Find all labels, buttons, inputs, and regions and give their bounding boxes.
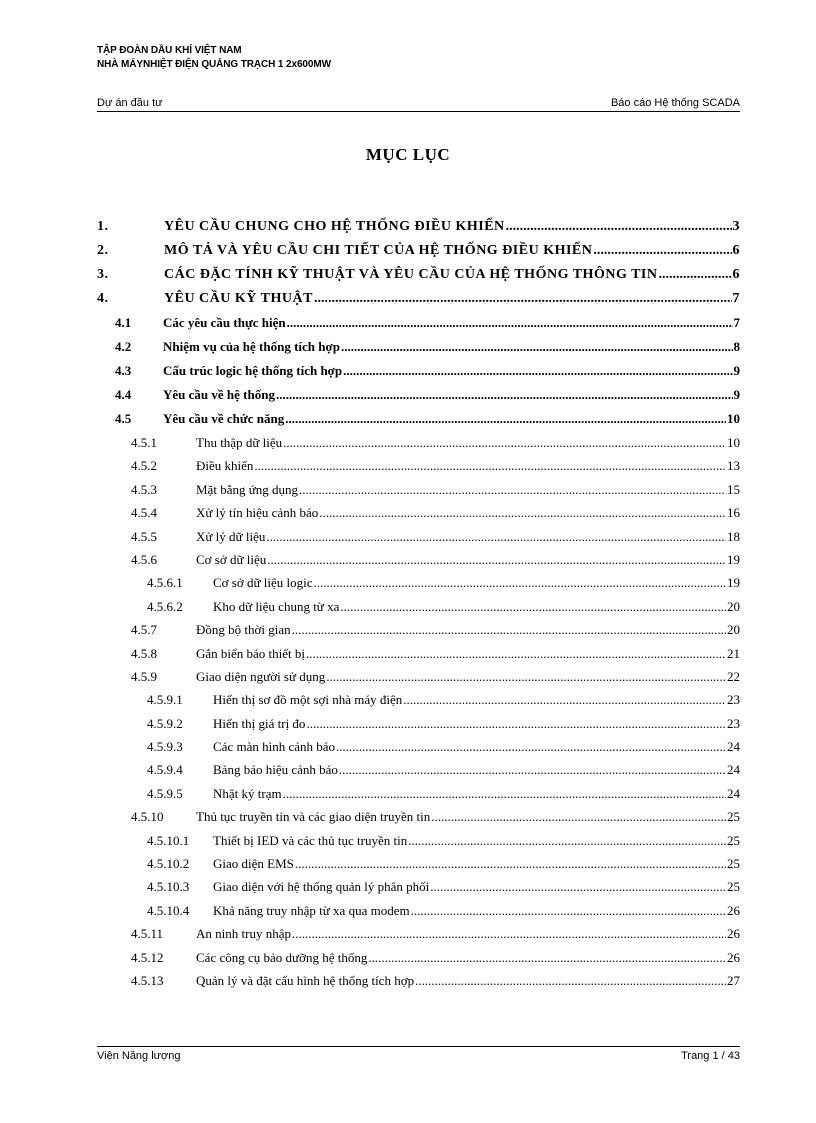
toc-dot-leader [314, 291, 732, 307]
toc-entry[interactable] [97, 411, 740, 435]
toc-entry[interactable] [97, 435, 740, 458]
toc-entry-title: YÊU CẦU KỸ THUẬT [164, 291, 313, 306]
toc-dot-leader [411, 903, 726, 919]
toc-entry-number: 4.5.11 [131, 926, 164, 942]
toc-entry-page: 23 [727, 692, 740, 708]
toc-entry[interactable] [97, 575, 740, 598]
toc-entry[interactable] [97, 387, 740, 411]
toc-entry[interactable] [97, 599, 740, 622]
toc-entry-number: 1. [97, 219, 109, 234]
toc-entry-number: 4.5.9 [131, 668, 157, 684]
toc-entry-title: Các yêu cầu thực hiện [163, 315, 286, 330]
toc-entry-number: 4.5.9.4 [147, 762, 183, 778]
toc-entry[interactable] [97, 482, 740, 505]
toc-entry-page: 6 [732, 267, 740, 282]
toc-entry-page: 20 [727, 622, 740, 638]
toc-entry-page: 7 [733, 315, 740, 330]
toc-entry-page: 18 [727, 528, 740, 544]
toc-entry-title: Nhiệm vụ của hệ thống tích hợp [163, 339, 340, 354]
toc-entry-number: 4.5.9.3 [147, 739, 183, 755]
toc-entry-number: 4.3 [115, 363, 132, 378]
toc-entry-number: 4.5.6 [131, 551, 157, 567]
toc-entry-title: Thiết bị IED và các thủ tục truyền tin [213, 832, 408, 848]
toc-entry-number: 4.5.10.1 [147, 832, 190, 848]
toc-dot-leader [339, 762, 726, 778]
toc-entry-number: 4.5.7 [131, 622, 157, 638]
toc-entry-page: 8 [733, 339, 740, 354]
toc-entry-title: Khả năng truy nhập từ xa qua modem [213, 902, 410, 918]
running-header [97, 97, 740, 112]
toc-entry-number: 4.5.10.4 [147, 902, 190, 918]
toc-entry[interactable] [97, 267, 740, 291]
toc-entry-title: Kho dữ liệu chung từ xa [213, 598, 340, 614]
toc-entry[interactable] [97, 552, 740, 575]
toc-entry-title: YÊU CẦU CHUNG CHO HỆ THỐNG ĐIỀU KHIỂN [164, 219, 505, 234]
toc-entry[interactable] [97, 291, 740, 315]
toc-entry[interactable] [97, 716, 740, 739]
toc-entry[interactable] [97, 973, 740, 996]
toc-entry[interactable] [97, 315, 740, 339]
footer-institute: Viện Năng lượng [97, 1050, 181, 1062]
toc-entry-title: Cơ sở dữ liệu logic [213, 575, 313, 591]
toc-entry-page: 24 [727, 785, 740, 801]
toc-entry-page: 16 [727, 505, 740, 521]
toc-entry-title: Giao diện với hệ thống quản lý phân phối [213, 879, 430, 895]
toc-entry-title: Thủ tục truyền tin và các giao diện truyền tin [196, 809, 431, 825]
toc-entry-page: 26 [727, 902, 740, 918]
toc-entry-page: 19 [727, 575, 740, 591]
toc-entry-page: 21 [727, 645, 740, 661]
toc-dot-leader [314, 575, 726, 591]
toc-entry-title: An ninh truy nhập [196, 926, 291, 942]
toc-dot-leader [285, 411, 726, 427]
toc-entry-page: 20 [727, 598, 740, 614]
report-label: Báo cáo Hệ thống SCADA [610, 97, 740, 109]
toc-dot-leader [593, 243, 731, 259]
toc-entry-title: Mặt bằng ứng dụng [196, 481, 299, 497]
toc-dot-leader [283, 786, 726, 802]
toc-entry-title: Cơ sở dữ liệu [196, 551, 267, 567]
toc-dot-leader [306, 646, 726, 662]
toc-entry[interactable] [97, 622, 740, 645]
toc-entry-title: CÁC ĐẶC TÍNH KỸ THUẬT VÀ YÊU CẦU CỦA HỆ THỐNG THÔNG TIN [164, 267, 658, 282]
toc-entry[interactable] [97, 646, 740, 669]
toc-dot-leader [326, 669, 726, 685]
toc-dot-leader [431, 809, 726, 825]
page-title: MỤC LỤC [365, 145, 451, 164]
toc-entry-number: 4.5.12 [131, 949, 164, 965]
toc-entry-title: Cấu trúc logic hệ thống tích hợp [163, 363, 343, 378]
plant-name: NHÀ MÁYNHIỆT ĐIỆN QUẢNG TRẠCH 1 2x600MW [97, 59, 331, 70]
toc-entry[interactable] [97, 458, 740, 481]
footer-divider [97, 1046, 740, 1047]
toc-dot-leader [336, 739, 726, 755]
organization-name: TẬP ĐOÀN DẦU KHÍ VIỆT NAM [97, 45, 242, 56]
toc-dot-leader [341, 339, 733, 355]
toc-entry-number: 4.5.8 [131, 645, 157, 661]
toc-dot-leader [267, 552, 726, 568]
toc-entry-number: 4.5.6.1 [147, 575, 183, 591]
toc-entry-title: Hiển thị sơ đồ một sợi nhà máy điện [213, 692, 403, 708]
toc-entry[interactable] [97, 786, 740, 809]
toc-dot-leader [343, 363, 732, 379]
toc-entry-page: 6 [732, 243, 740, 258]
toc-dot-leader [299, 482, 726, 498]
toc-entry-page: 27 [727, 972, 740, 988]
toc-entry[interactable] [97, 950, 740, 973]
toc-dot-leader [430, 879, 726, 895]
toc-entry-title: Thu thập dữ liệu [196, 435, 283, 450]
toc-dot-leader [408, 833, 726, 849]
toc-entry-page: 3 [732, 219, 740, 234]
toc-entry-page: 23 [727, 715, 740, 731]
toc-entry-number: 4.5.3 [131, 481, 157, 497]
toc-entry-title: Quản lý và đặt cấu hình hệ thống tích hợp [196, 972, 415, 988]
toc-dot-leader [276, 387, 733, 403]
toc-entry-number: 3. [97, 267, 109, 282]
toc-entry[interactable] [97, 762, 740, 785]
toc-entry[interactable] [97, 926, 740, 949]
toc-entry-number: 4.5.10.3 [147, 879, 190, 895]
toc-entry-number: 4.1 [115, 315, 132, 330]
toc-entry-number: 4.5.9.5 [147, 785, 183, 801]
toc-entry-page: 26 [727, 949, 740, 965]
toc-entry-number: 4.5.1 [131, 435, 157, 450]
toc-entry[interactable] [97, 529, 740, 552]
toc-dot-leader [254, 458, 726, 474]
toc-dot-leader [283, 435, 726, 451]
toc-entry-page: 15 [727, 481, 740, 497]
toc-entry-title: Hiển thị giá trị đo [213, 715, 306, 731]
toc-entry-title: Các màn hình cảnh báo [213, 739, 336, 755]
toc-entry[interactable] [97, 833, 740, 856]
toc-entry-number: 4.5.6.2 [147, 598, 183, 614]
toc-dot-leader [506, 219, 732, 235]
toc-entry-page: 25 [727, 856, 740, 872]
toc-entry[interactable] [97, 879, 740, 902]
toc-entry-title: Các công cụ bảo dưỡng hệ thống [196, 949, 368, 965]
toc-entry-page: 9 [733, 387, 740, 402]
toc-entry-page: 22 [727, 668, 740, 684]
toc-entry[interactable] [97, 243, 740, 267]
toc-entry[interactable] [97, 903, 740, 926]
toc-entry-page: 25 [727, 879, 740, 895]
toc-entry-number: 4.4 [115, 387, 132, 402]
toc-dot-leader [403, 692, 726, 708]
toc-dot-leader [292, 622, 726, 638]
toc-entry-number: 4.5.9.2 [147, 715, 183, 731]
toc-entry[interactable] [97, 339, 740, 363]
toc-dot-leader [415, 973, 726, 989]
toc-entry-title: Xử lý tín hiệu cảnh báo [196, 505, 319, 521]
toc-entry-title: Yêu cầu về chức năng [163, 411, 285, 426]
toc-entry-title: Giao diện người sử dụng [196, 668, 326, 684]
toc-entry-number: 4.5 [115, 411, 132, 426]
toc-entry-number: 4. [97, 291, 109, 306]
toc-entry[interactable] [97, 809, 740, 832]
toc-entry-title: Giao diện EMS [213, 856, 294, 872]
toc-entry-page: 24 [727, 762, 740, 778]
toc-entry-page: 25 [727, 809, 740, 825]
toc-dot-leader [295, 856, 726, 872]
toc-entry[interactable] [97, 669, 740, 692]
project-label: Dự án đầu tư [97, 97, 163, 109]
toc-entry-page: 10 [727, 411, 740, 426]
toc-entry-number: 4.5.4 [131, 505, 157, 521]
toc-dot-leader [287, 315, 733, 331]
toc-entry[interactable] [97, 692, 740, 715]
toc-entry-number: 4.5.13 [131, 972, 164, 988]
toc-entry[interactable] [97, 505, 740, 528]
toc-entry-title: Điều khiển [196, 458, 254, 474]
toc-entry-title: MÔ TẢ VÀ YÊU CẦU CHI TIẾT CỦA HỆ THỐNG ĐIỀU KHIỂN [164, 243, 593, 258]
toc-entry[interactable] [97, 856, 740, 879]
toc-entry-title: Bảng báo hiệu cảnh báo [213, 762, 338, 778]
toc-entry[interactable] [97, 219, 740, 243]
table-of-contents [97, 219, 740, 996]
toc-entry-number: 4.5.9.1 [147, 692, 183, 708]
toc-entry-title: Nhật ký trạm [213, 785, 282, 801]
toc-entry-number: 4.5.10.2 [147, 856, 190, 872]
toc-entry[interactable] [97, 739, 740, 762]
toc-entry-title: Gắn biển báo thiết bị [196, 645, 306, 661]
toc-dot-leader [292, 926, 726, 942]
toc-dot-leader [658, 267, 731, 283]
toc-entry-title: Đồng bộ thời gian [196, 622, 291, 638]
toc-dot-leader [340, 599, 726, 615]
toc-entry-page: 24 [727, 739, 740, 755]
toc-dot-leader [319, 505, 726, 521]
toc-dot-leader [368, 950, 726, 966]
toc-entry-page: 26 [727, 926, 740, 942]
toc-entry-page: 7 [732, 291, 740, 306]
toc-dot-leader [306, 716, 726, 732]
toc-entry-page: 9 [733, 363, 740, 378]
toc-entry-page: 25 [727, 832, 740, 848]
toc-entry-number: 4.5.5 [131, 528, 157, 544]
toc-entry-page: 19 [727, 551, 740, 567]
toc-dot-leader [266, 529, 726, 545]
toc-entry-title: Yêu cầu về hệ thống [163, 387, 275, 402]
toc-entry-number: 4.5.10 [131, 809, 164, 825]
toc-entry[interactable] [97, 363, 740, 387]
toc-entry-page: 10 [727, 435, 740, 450]
toc-entry-number: 4.2 [115, 339, 132, 354]
toc-entry-title: Xử lý dữ liệu [196, 528, 266, 544]
page-number: Trang 1 / 43 [681, 1050, 740, 1062]
toc-entry-page: 13 [727, 458, 740, 474]
toc-entry-number: 4.5.2 [131, 458, 157, 474]
toc-entry-number: 2. [97, 243, 109, 258]
